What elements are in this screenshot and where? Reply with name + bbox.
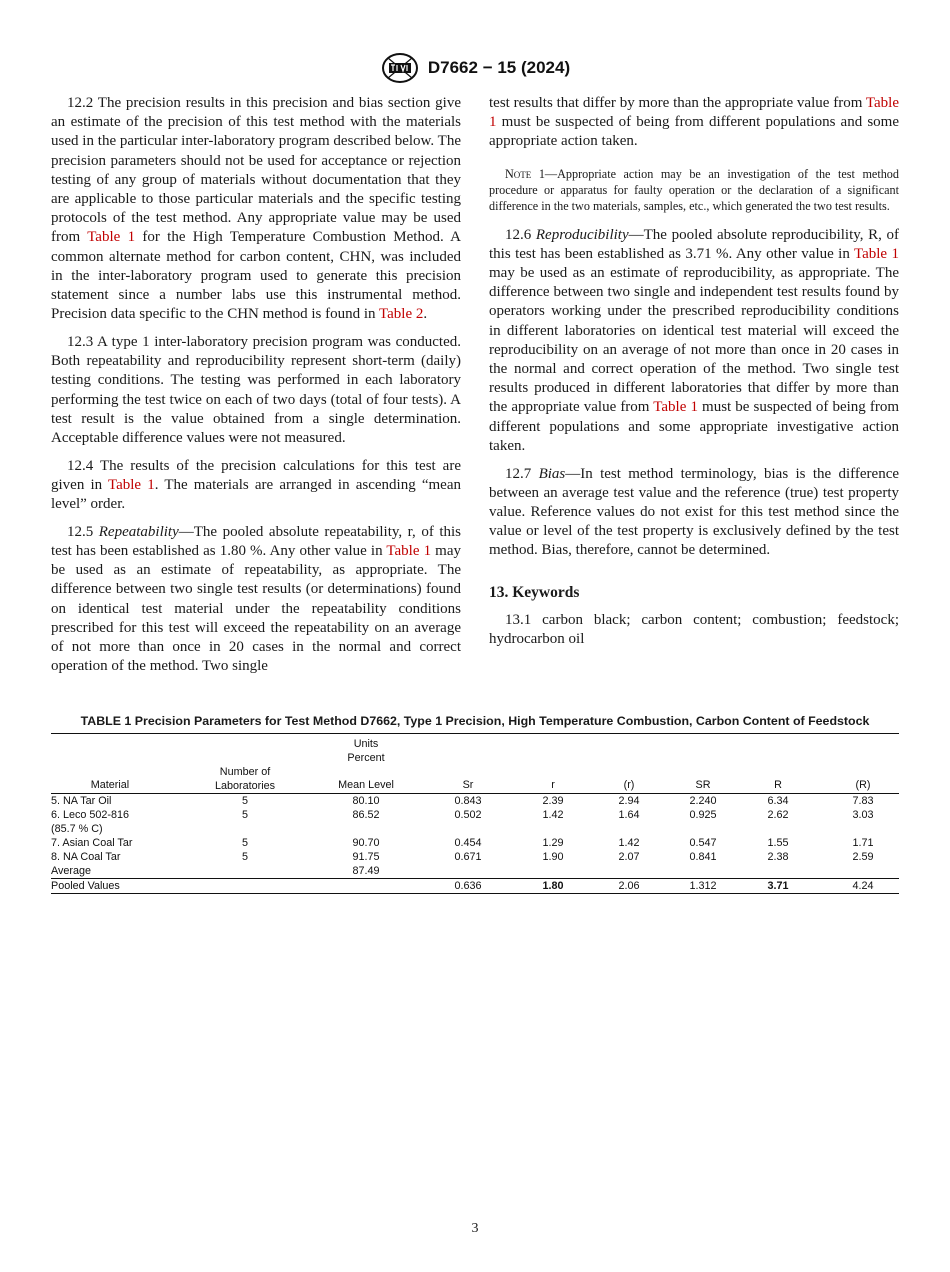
col-sr: Sr [411, 765, 525, 794]
page-header [0, 52, 950, 89]
paragraph-12-2: 12.2 The precision results in this precision and bias section give an estimate of the precision of this test method with the materials used in the particular inter-laboratory program described below. The precision parameters should not be used for acceptance or rejection testing of any group of materials without documentation that they are applicable to those particular materials and the specific testing protocols of the test method. Any appropriate value may be used from Table 1 for the High Temperature Combustion Method. A common alternate method for carbon content, CHN, was included in the inter-laboratory program used to generate this precision statement since a number labs use this instrumental method. Precision data specific to the CHN method is found in Table 2. [51, 95, 461, 323]
table-1-link[interactable]: Table 1 [87, 229, 136, 246]
col-labs: Number of Laboratories [169, 765, 321, 794]
astm-logo-icon [380, 52, 420, 84]
col-mean: Mean Level [321, 765, 411, 794]
table-row: 6. Leco 502-816 5 86.52 0.502 1.42 1.64 0.925 2.62 3.03 [51, 809, 874, 821]
table-1-link[interactable]: Table 1 [853, 245, 899, 262]
paragraph-12-3: 12.3 A type 1 inter-laboratory precision program was conducted. Both repeatability and reproducibility represent short-term (daily) testing conditions. The testing was performed in each laboratory performing the test twice on each of two days (total of four tests). A test result is the value obtained from a single determination. Acceptable difference values were not measured. [51, 333, 461, 446]
document-id: D7662 − 15 (2024) [427, 58, 571, 77]
percent-label: Percent [347, 752, 385, 764]
note-1: Note 1—Appropriate action may be an investigation of the test method procedure or apparatus for faulty operation or the declaration of a significant difference in the two materials, samples, etc., which generated the two test results. [489, 166, 899, 213]
col-r: r [525, 765, 581, 794]
paragraph-12-6: 12.6 Reproducibility—The pooled absolute reproducibility, R, of this test has been established as 3.71 %. Any other value in Table 1 may be used as an estimate of reproducibility, as appropriate. The difference between two single and independent test results found by operators working under the prescribed reproducibility conditions in different laboratories on identical test material will exceed the reproducibility on an average of not more than once in 20 cases in the normal and correct operation of the method. Two single test results produced in different laboratories that differ by more than the appropriate value from Table 1 must be suspected of being from different populations and some appropriate investigative action taken. [489, 226, 900, 454]
col-SR: SR [677, 765, 729, 794]
col-R: R [729, 765, 827, 794]
repeatability-term: Repeatability [98, 523, 179, 540]
table-1-link[interactable]: Table 1 [489, 95, 899, 131]
col-material: Material [51, 765, 169, 794]
table-1-caption: TABLE 1 Precision Parameters for Test Method D7662, Type 1 Precision, High Temperature Combustion, Carbon Content of Feedstock [80, 714, 870, 728]
precision-table [51, 733, 899, 894]
bias-term: Bias [538, 465, 566, 482]
left-column [51, 94, 461, 685]
table-1-link[interactable]: Table 1 [386, 542, 432, 559]
col-R-paren: (R) [827, 765, 899, 794]
pooled-values-row: Pooled Values 0.636 1.80 2.06 1.312 3.71 4.24 [51, 879, 899, 894]
table-1-link[interactable]: Table 1 [107, 476, 155, 493]
units-label: Units [321, 734, 411, 752]
table-row: (85.7 % C) [51, 823, 103, 835]
table-row: Average 87.49 [51, 865, 380, 877]
table-2-link[interactable]: Table 2 [379, 306, 424, 323]
paragraph-12-7: 12.7 Bias—In test method terminology, bias is the difference between an average test value and the reference (true) test property value. Reference values do not exist for this test method since the value or level of the test property is exclusively defined by the test method. Bias, therefore, cannot be determined. [489, 465, 900, 559]
paragraph-12-5: 12.5 Repeatability—The pooled absolute repeatability, r, of this test has been established as 1.80 %. Any other value in Table 1 may be used as an estimate of repeatability, as appropriate. The difference between two single test results (or determinations) found on identical test material under the repeatability conditions prescribed for this test will exceed the repeatability on an average of not more than once in 20 cases in the normal and correct operation of the method. Two single [51, 523, 462, 675]
col-r-paren: (r) [581, 765, 677, 794]
paragraph-12-4: 12.4 The results of the precision calculations for this test are given in Table 1. The materials are arranged in ascending “mean level” order. [51, 457, 461, 513]
table-row: 8. NA Coal Tar 5 91.75 0.671 1.90 2.07 0.841 2.38 2.59 [51, 851, 874, 863]
table-1-link[interactable]: Table 1 [653, 399, 698, 416]
section-13-heading: 13. Keywords [489, 583, 580, 601]
reproducibility-term: Reproducibility [535, 226, 629, 243]
table-body [51, 794, 899, 894]
table-row: 7. Asian Coal Tar 5 90.70 0.454 1.29 1.42 0.547 1.55 1.71 [51, 837, 874, 849]
table-row: 5. NA Tar Oil 5 80.10 0.843 2.39 2.94 2.240 6.34 7.83 [51, 795, 874, 807]
paragraph-13-1: 13.1 carbon black; carbon content; combustion; feedstock; hydrocarbon oil [489, 611, 899, 647]
right-column [489, 94, 899, 658]
paragraph-continuation: test results that differ by more than the appropriate value from Table 1 must be suspected of being from different populations and some appropriate action taken. [489, 95, 899, 150]
page-number: 3 [471, 1221, 479, 1236]
